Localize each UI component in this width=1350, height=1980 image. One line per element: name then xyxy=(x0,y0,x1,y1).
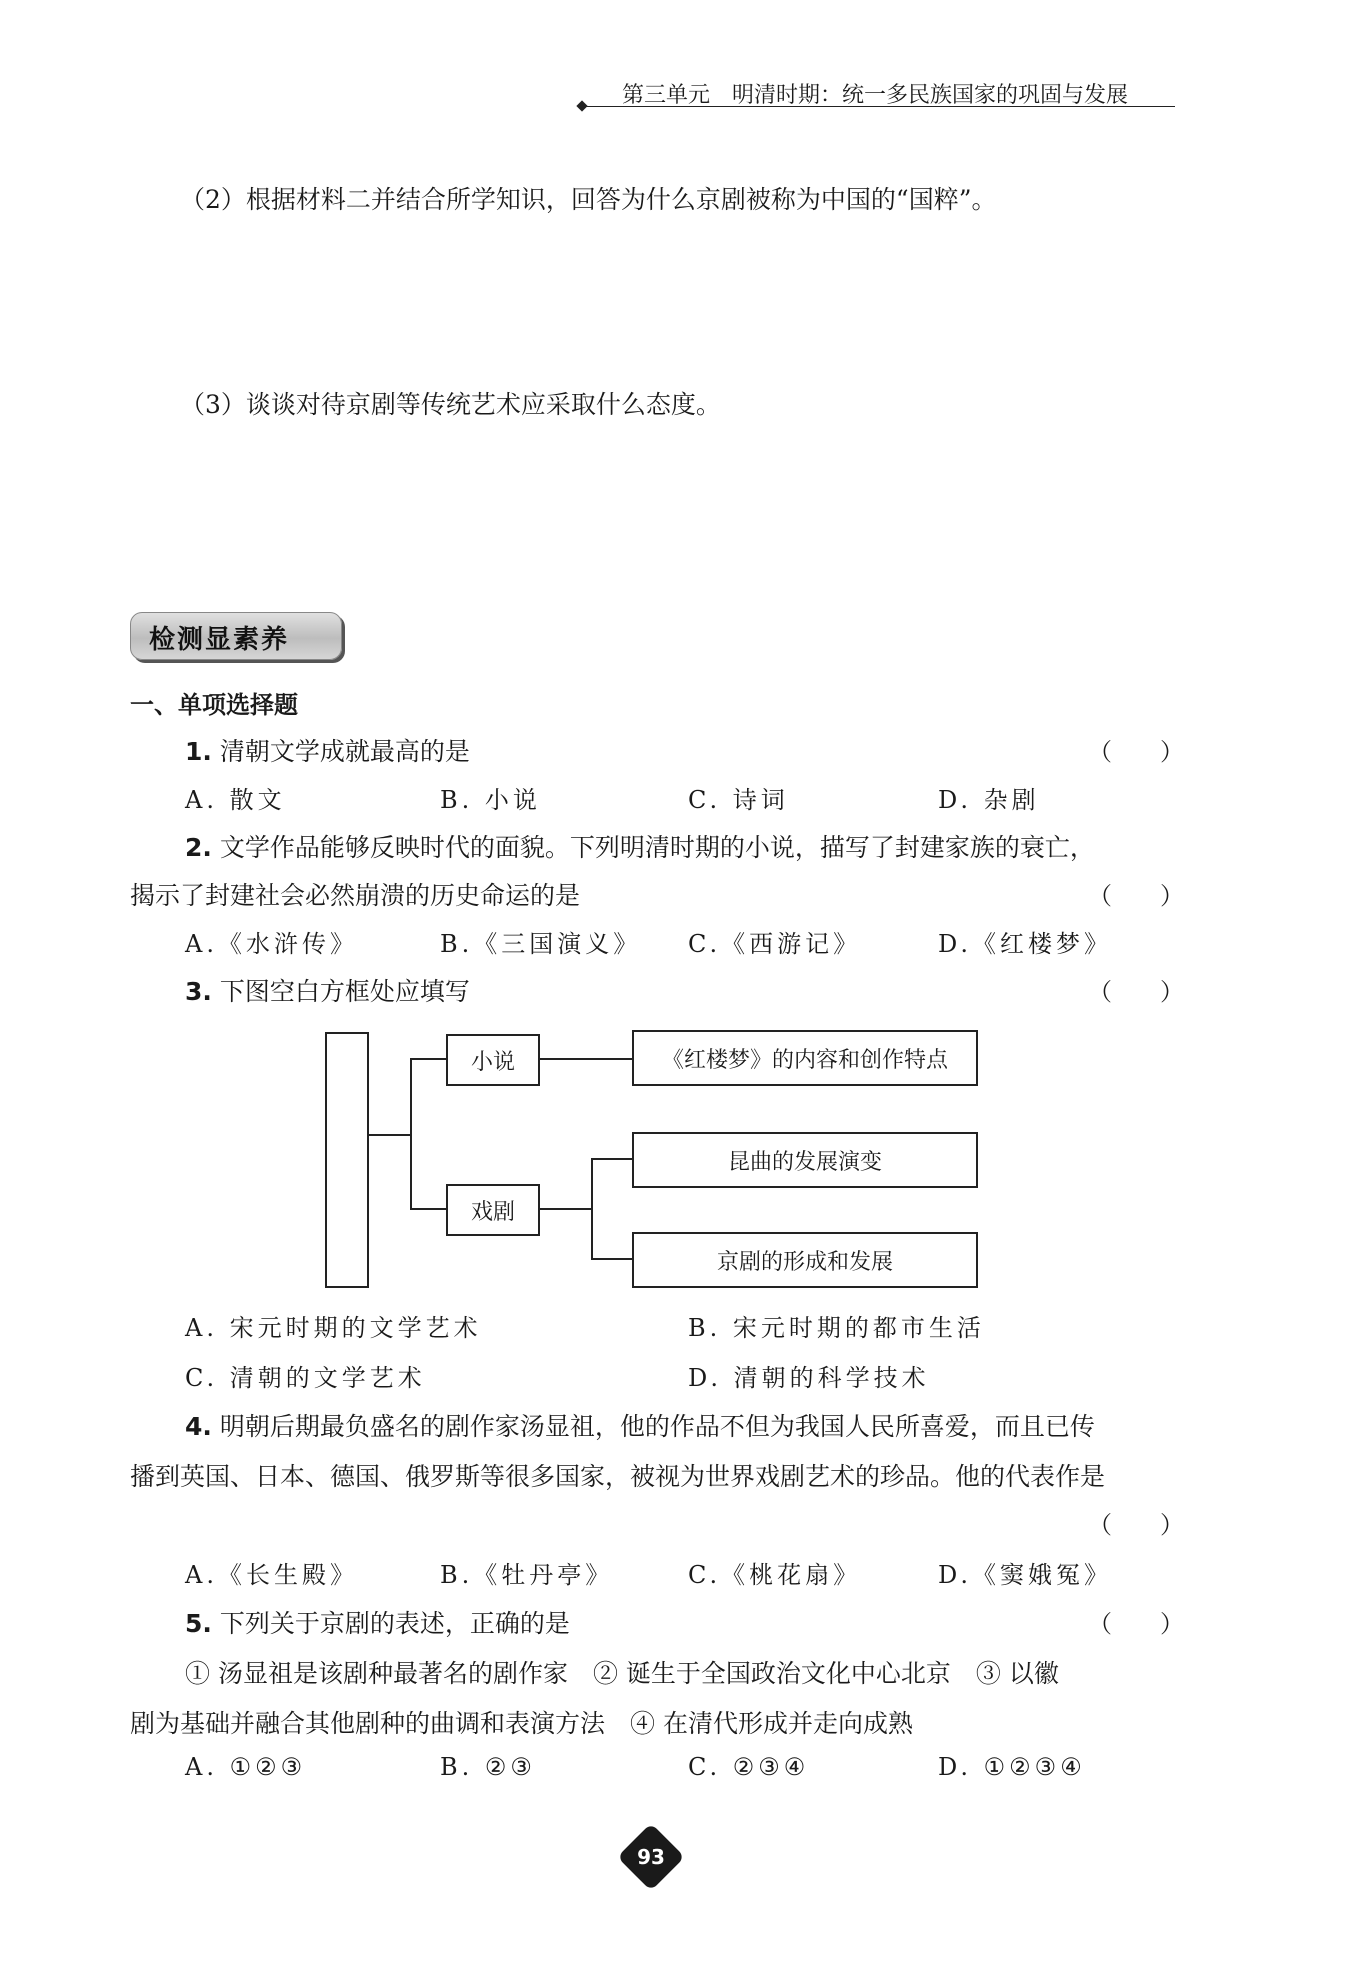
question-5-statements: ① 汤显祖是该剧种最著名的剧作家 ② 诞生于全国政治文化中心北京 ③ 以徽 xyxy=(185,1659,1059,1688)
blank-box[interactable] xyxy=(325,1032,369,1288)
connector xyxy=(591,1158,593,1260)
box-novel: 小说 xyxy=(446,1034,540,1086)
prior-question-2: （2）根据材料二并结合所学知识，回答为什么京剧被称为中国的“国粹”。 xyxy=(180,185,997,214)
question-text: 下列关于京剧的表述，正确的是 xyxy=(219,1609,570,1638)
section-title: 一、单项选择题 xyxy=(130,691,298,719)
q4-option-d[interactable]: D.《窦娥冤》 xyxy=(938,1561,1113,1589)
q3-option-a[interactable]: A. 宋元时期的文学艺术 xyxy=(185,1314,482,1342)
q2-option-a[interactable]: A.《水浒传》 xyxy=(185,930,358,958)
connector xyxy=(410,1208,446,1210)
q1-option-c[interactable]: C. 诗词 xyxy=(688,786,789,814)
question-text: 下图空白方框处应填写 xyxy=(219,977,470,1006)
q4-option-b[interactable]: B.《牡丹亭》 xyxy=(440,1561,614,1589)
question-5-statements-cont: 剧为基础并融合其他剧种的曲调和表演方法 ④ 在清代形成并走向成熟 xyxy=(130,1709,913,1738)
question-number: 1. xyxy=(185,737,212,766)
q4-option-a[interactable]: A.《长生殿》 xyxy=(185,1561,358,1589)
connector xyxy=(591,1258,632,1260)
page-number: 93 xyxy=(637,1845,665,1869)
question-number: 2. xyxy=(185,833,212,862)
connector xyxy=(367,1134,411,1136)
q1-option-a[interactable]: A. 散文 xyxy=(185,786,286,814)
q2-option-c[interactable]: C.《西游记》 xyxy=(688,930,862,958)
question-5-stem xyxy=(185,1604,570,1640)
connector xyxy=(538,1208,592,1210)
q3-option-d[interactable]: D. 清朝的科学技术 xyxy=(688,1364,930,1392)
q4-option-c[interactable]: C.《桃花扇》 xyxy=(688,1561,862,1589)
q1-option-b[interactable]: B. 小说 xyxy=(440,786,541,814)
question-number: 3. xyxy=(185,977,212,1006)
q5-option-d[interactable]: D. ①②③④ xyxy=(938,1753,1086,1781)
prior-question-3: （3）谈谈对待京剧等传统艺术应采取什么态度。 xyxy=(180,390,721,419)
question-4-stem xyxy=(185,1407,1095,1443)
question-number: 4. xyxy=(185,1412,212,1441)
box-drama-peking-opera: 京剧的形成和发展 xyxy=(632,1232,978,1288)
header-rule xyxy=(585,106,1175,107)
q3-option-b[interactable]: B. 宋元时期的都市生活 xyxy=(688,1314,985,1342)
question-3-stem xyxy=(185,972,470,1008)
question-text: 清朝文学成就最高的是 xyxy=(219,737,470,766)
q5-option-c[interactable]: C. ②③④ xyxy=(688,1753,810,1781)
section-badge xyxy=(130,612,342,660)
section-badge-label: 检测显素养 xyxy=(149,625,290,655)
q1-option-d[interactable]: D. 杂剧 xyxy=(938,786,1040,814)
answer-blank-5[interactable]: （ ） xyxy=(1088,1610,1184,1638)
question-1-stem xyxy=(185,732,470,768)
answer-blank-1[interactable]: （ ） xyxy=(1088,738,1184,766)
connector xyxy=(538,1058,632,1060)
q2-option-b[interactable]: B.《三国演义》 xyxy=(440,930,642,958)
connector xyxy=(410,1058,412,1210)
question-4-stem-cont: 播到英国、日本、德国、俄罗斯等很多国家，被视为世界戏剧艺术的珍品。他的代表作是 xyxy=(130,1462,1106,1491)
q2-option-d[interactable]: D.《红楼梦》 xyxy=(938,930,1113,958)
page-number-badge xyxy=(617,1823,685,1891)
box-drama-kunqu: 昆曲的发展演变 xyxy=(632,1132,978,1188)
q5-option-a[interactable]: A. ①②③ xyxy=(185,1753,307,1781)
unit-header: 第三单元 明清时期：统一多民族国家的巩固与发展 xyxy=(622,83,1129,108)
connector xyxy=(591,1158,632,1160)
question-text: 文学作品能够反映时代的面貌。下列明清时期的小说，描写了封建家族的衰亡， xyxy=(219,833,1095,862)
q5-option-b[interactable]: B. ②③ xyxy=(440,1753,536,1781)
box-novel-detail: 《红楼梦》的内容和创作特点 xyxy=(632,1030,978,1086)
answer-blank-2[interactable]: （ ） xyxy=(1088,882,1184,910)
answer-blank-4[interactable]: （ ） xyxy=(1088,1511,1184,1539)
question-text: 明朝后期最负盛名的剧作家汤显祖，他的作品不但为我国人民所喜爱，而且已传 xyxy=(219,1412,1095,1441)
answer-blank-3[interactable]: （ ） xyxy=(1088,978,1184,1006)
q3-option-c[interactable]: C. 清朝的文学艺术 xyxy=(185,1364,426,1392)
question-2-stem xyxy=(185,828,1095,864)
question-number: 5. xyxy=(185,1609,212,1638)
connector xyxy=(410,1058,446,1060)
question-2-stem-cont: 揭示了封建社会必然崩溃的历史命运的是 xyxy=(130,881,581,910)
box-drama: 戏剧 xyxy=(446,1184,540,1236)
